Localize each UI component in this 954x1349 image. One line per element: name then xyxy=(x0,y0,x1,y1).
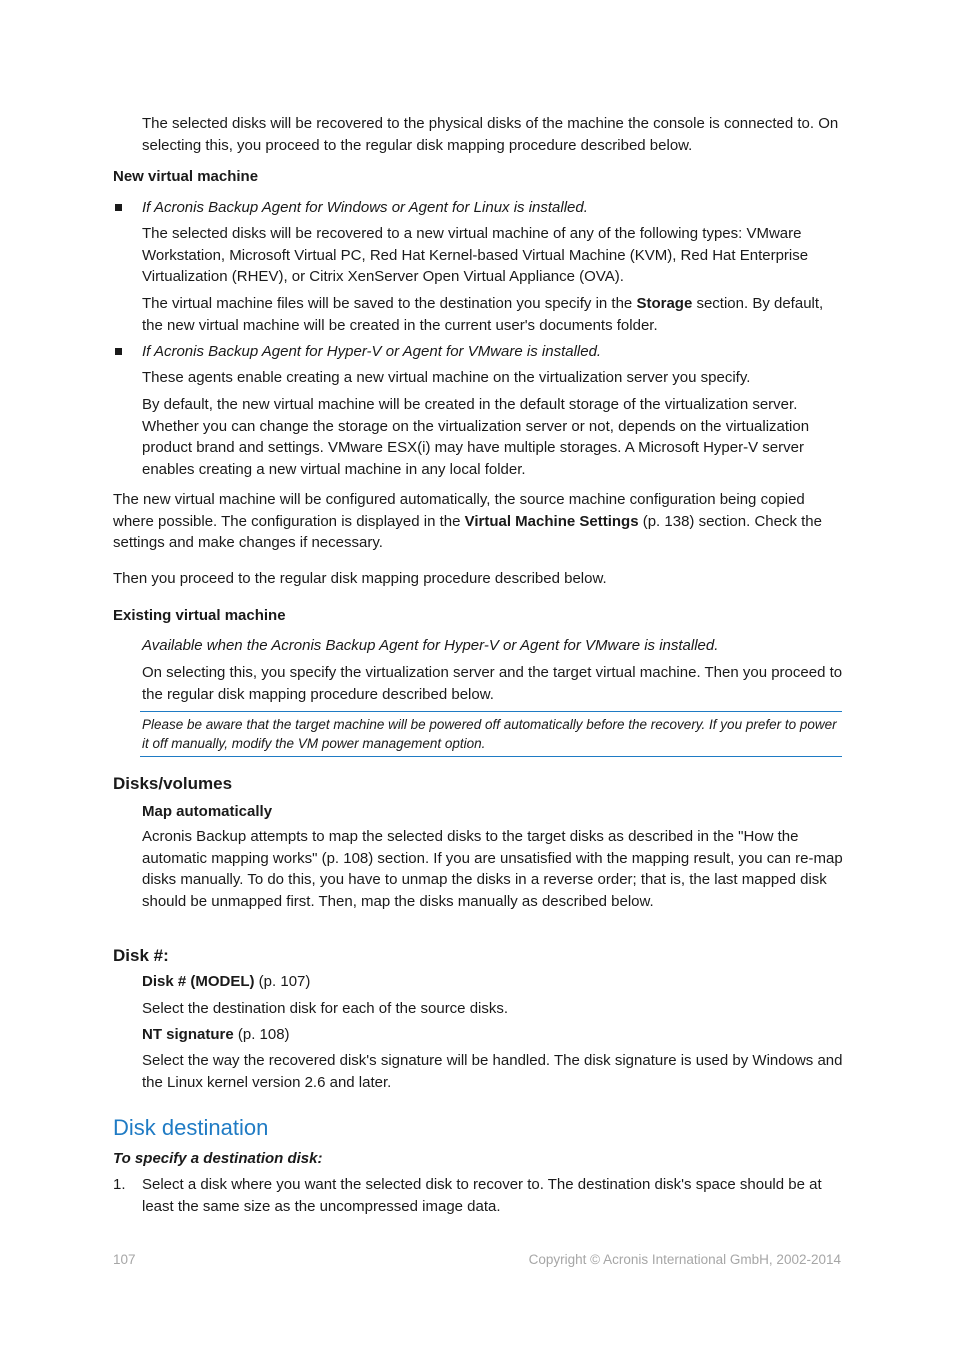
step-text: Select a disk where you want the selected disk to recover to. The destination disk's space should be at least the same size as the uncompressed image data. xyxy=(142,1176,822,1215)
map-automatically-paragraph: Acronis Backup attempts to map the selected disks to the target disks as described in the "How the automatic mapping works" (p. 108) section. If you are unsatisfied with the mapping result, you can re-map disks manually. To do this, you have to unmap the disks in a reverse order; that is, the last mapped disk should be unmapped first. Then, map the disks manually as described below. xyxy=(142,828,843,910)
disk-number-heading: Disk #: xyxy=(113,946,169,965)
bullet2-para1: These agents enable creating a new virtual machine on the virtualization server you specify. xyxy=(142,369,751,386)
disk-model-ref: (p. 107) xyxy=(254,973,311,990)
copyright-text: Copyright © Acronis International GmbH, 2002-2014 xyxy=(528,1252,841,1267)
existing-vm-paragraph: On selecting this, you specify the virtualization server and the target virtual machine. Then you proceed to the regular disk mapping procedure described below. xyxy=(142,664,843,703)
bullet-square-icon xyxy=(115,204,122,211)
bullet1-title: If Acronis Backup Agent for Windows or Agent for Linux is installed. xyxy=(142,199,588,216)
config-pre: The new virtual machine will be configured automatically, the source machine configuration being copied where possible. The configuration is displayed in the xyxy=(113,491,805,530)
nt-signature-line xyxy=(142,1024,847,1046)
bullet-square-icon xyxy=(115,348,122,355)
existing-vm-heading: Existing virtual machine xyxy=(113,607,286,624)
disk-destination-title: Disk destination xyxy=(113,1115,269,1140)
config-post: (p. 138) section. Check the settings and make changes if necessary. xyxy=(113,512,822,551)
vm-settings-term: Virtual Machine Settings xyxy=(464,512,639,530)
nt-signature-term: NT signature xyxy=(142,1026,234,1043)
bullet1-para2-post: section. By default, the new virtual machine will be created in the current user's documents folder. xyxy=(142,295,824,334)
disk-model-paragraph: Select the destination disk for each of the source disks. xyxy=(142,1000,509,1017)
storage-term: Storage xyxy=(636,295,693,312)
config-paragraph xyxy=(113,489,848,554)
page-number: 107 xyxy=(113,1252,136,1267)
disk-destination-subtitle: To specify a destination disk: xyxy=(113,1150,323,1167)
nt-signature-ref: (p. 108) xyxy=(233,1026,290,1043)
bullet2-title: If Acronis Backup Agent for Hyper-V or Agent for VMware is installed. xyxy=(142,343,602,360)
disk-model-term: Disk # (MODEL) xyxy=(142,973,255,990)
intro-paragraph: The selected disks will be recovered to the physical disks of the machine the console is connected to. On selecting this, you proceed to the regular disk mapping procedure described below. xyxy=(142,115,839,154)
power-off-note: Please be aware that the target machine will be powered off automatically before the recovery. If you prefer to power it off manually, modify the VM power management option. xyxy=(140,711,842,757)
existing-vm-availability: Available when the Acronis Backup Agent for Hyper-V or Agent for VMware is installed. xyxy=(142,637,719,654)
disks-volumes-heading: Disks/volumes xyxy=(113,774,233,793)
then-paragraph: Then you proceed to the regular disk mapping procedure described below. xyxy=(113,570,607,587)
bullet2-para2: By default, the new virtual machine will be created in the default storage of the virtualization server. Whether you can change the storage on the virtualization server or not, depends on the virtualization product brand and settings. VMware ESX(i) may have multiple storages. A Microsoft Hyper-V server enables creating a new virtual machine in any local folder. xyxy=(142,396,810,478)
bullet1-para2-pre: The virtual machine files will be saved to the destination you specify in the xyxy=(142,295,637,312)
disk-model-line xyxy=(142,971,847,993)
map-automatically-heading: Map automatically xyxy=(142,803,273,820)
step-number: 1. xyxy=(113,1176,126,1193)
new-vm-heading: New virtual machine xyxy=(113,168,259,185)
bullet1-para1: The selected disks will be recovered to a new virtual machine of any of the following types: VMware Workstation, Microsoft Virtual PC, Red Hat Kernel-based Virtual Machine (KVM), Red Hat Enterprise Virtualization (RHEV), or Citrix XenServer Open Virtual Appliance (OVA). xyxy=(142,225,809,285)
nt-signature-paragraph: Select the way the recovered disk's signature will be handled. The disk signature is used by Windows and the Linux kernel version 2.6 and later. xyxy=(142,1052,843,1091)
bullet1-para2 xyxy=(142,293,847,336)
